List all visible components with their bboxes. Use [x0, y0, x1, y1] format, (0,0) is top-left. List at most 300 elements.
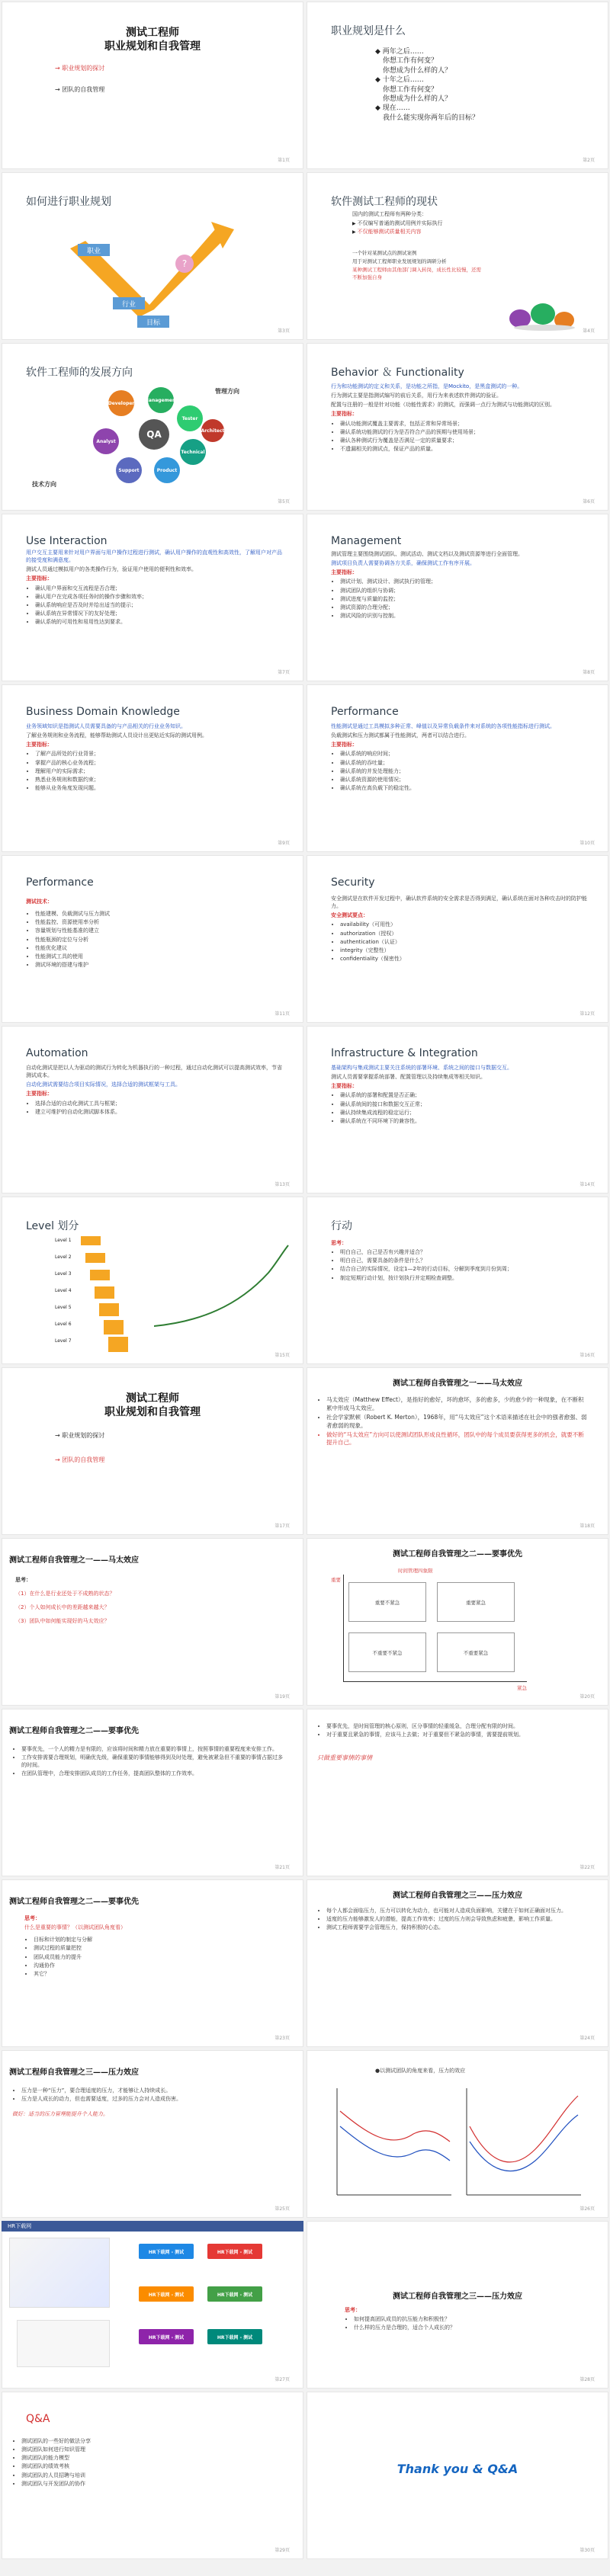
slide-number: 第25页 — [274, 2206, 290, 2212]
bullet-item: ▶ 不仅能够测试质量相关内容 — [352, 228, 589, 236]
bullet-item: • 确认系统在不同环境下的兼容性。 — [340, 1117, 589, 1125]
bullet-list — [317, 1396, 589, 1447]
bullet-item: • 测试团队的一些好的做法分享 — [21, 2437, 284, 2445]
slide-number: 第7页 — [278, 670, 290, 675]
slide-number: 第19页 — [274, 1694, 290, 1700]
level-bar — [81, 1236, 101, 1245]
slide-body — [317, 1907, 589, 1932]
slide-body — [317, 1722, 589, 1764]
slide-title: Performance — [26, 876, 94, 889]
slide-number: 第14页 — [580, 1182, 595, 1187]
slide-body — [352, 210, 589, 283]
agenda-item-2-label: 团队的自我管理 — [62, 1456, 105, 1463]
sub-heading: 什么是重要的事情？（以测试团队角度看） — [24, 1924, 126, 1931]
arrow-icon: → — [55, 1456, 60, 1463]
question-item: （2）个人如何成长中的差距越来越大？ — [15, 1604, 110, 1611]
slide-30 — [307, 2392, 608, 2559]
bullet-item: • 测试团队的组织与协调； — [340, 587, 589, 594]
slide-body — [345, 2306, 589, 2332]
level-label: Level 7 — [55, 1338, 72, 1344]
career-path-diagram — [63, 218, 246, 332]
bullet-item: • 明白自己，自己是否有兴趣并适合？ — [340, 1248, 589, 1256]
bullet-item: • 测试团队的人员招聘与培训 — [21, 2472, 284, 2479]
bullet-item: • integrity（完整性） — [340, 947, 589, 954]
bullet-item: • 选择合适的自动化测试工具与框架； — [35, 1100, 284, 1107]
slide-body — [317, 1396, 589, 1448]
bullet-list — [331, 1248, 589, 1282]
gear-technical: Technical — [180, 439, 206, 465]
bullet-list — [26, 750, 284, 792]
bullet-item: • 测试进度与质量的监控； — [340, 595, 589, 603]
qa-center: QA — [139, 419, 169, 450]
key-heading: 主要指标： — [331, 569, 358, 576]
slide-number: 第9页 — [278, 841, 290, 846]
people-illustration — [497, 287, 581, 332]
slide-26 — [307, 2050, 608, 2218]
slide-body — [12, 1745, 284, 1779]
level-label: Level 2 — [55, 1254, 72, 1260]
chart-title: 时间管理四象限 — [398, 1568, 433, 1574]
question-item: ◆ 两年之后…… — [375, 48, 424, 56]
bullet-item: • 确认系统资源的使用情况； — [340, 776, 589, 783]
slide-number: 第4页 — [583, 328, 595, 334]
quadrant-box: 重要不紧急 — [348, 1582, 426, 1622]
bullet-list — [317, 1907, 589, 1931]
quadrant-box: 重要紧急 — [437, 1582, 515, 1622]
bullet-item: • 要事优先，一个人的精力是有限的，应该将时间和精力放在重要的事情上，按照事情的重要程度来安排工作。 — [21, 1745, 284, 1753]
level-label: Level 5 — [55, 1305, 72, 1310]
bullet-list — [24, 1936, 284, 1978]
slide-4 — [307, 172, 608, 340]
bullet-item: • 确认系统的响应时间； — [340, 750, 589, 758]
gear-management: Management — [148, 387, 174, 413]
slide-5 — [2, 343, 303, 511]
slide-title-line2: 职业规划和自我管理 — [104, 1406, 201, 1418]
body-line: 行为测试主要是指测试编写的前后关系，用行为来表述软件测试的验证。 — [331, 392, 502, 399]
bullet-item: • 每个人都会面临压力，压力可以转化为动力，也可能对人造成负面影响，关键在于如何正确面对压力。 — [326, 1907, 589, 1914]
slide-title: 测试工程师自我管理之一——马太效应 — [9, 1556, 139, 1565]
bullet-item: • 压力是一种“压力”，要合理适度的压力，才能够让人持续成长。 — [21, 2087, 284, 2094]
slide-13 — [2, 1026, 303, 1193]
gear-analyst: Analyst — [93, 428, 119, 454]
bullet-list — [331, 1091, 589, 1125]
slide-12 — [307, 855, 608, 1023]
slide-title: Infrastructure & Integration — [331, 1047, 478, 1059]
body-line: 某种测试工程师由其他部门调入转岗，成长性比较慢，还需不断加强自身 — [352, 267, 481, 280]
bullet-item: • availability（可用性） — [340, 921, 589, 928]
bullet-item: • 沟通协作 — [34, 1962, 284, 1969]
bullet-list — [352, 219, 589, 235]
bullet-item: • 其它？ — [34, 1970, 284, 1978]
bullet-item: • 马太效应（Matthew Effect），是指好的愈好，坏的愈坏，多的愈多，少的愈少的一种现象，在不断积累中形成马太效应。 — [326, 1396, 589, 1413]
bullet-item: • 工作安排需要合理规划，明确优先级，确保重要的事情能够得到及时处理，避免被紧急但不重要的事情占据过多的时间。 — [21, 1754, 284, 1769]
bullet-list — [26, 1100, 284, 1116]
slide-body — [26, 1064, 284, 1117]
bullet-list — [12, 2437, 284, 2488]
slide-title-line2: 职业规划和自我管理 — [104, 40, 201, 53]
highlight-text: 只做重要事情的事情 — [317, 1754, 372, 1762]
slide-body — [331, 722, 589, 793]
slide-14 — [307, 1026, 608, 1193]
key-heading: 主要指标： — [26, 1091, 53, 1097]
slide-title-line1: 测试工程师 — [126, 27, 179, 39]
bullet-item: • 测试团队的绩效考核 — [21, 2462, 284, 2470]
body-line: 自动化测试需要结合项目实际情况，选择合适的测试框架与工具。 — [26, 1081, 181, 1088]
slide-11 — [2, 855, 303, 1023]
bullet-item: ▶ 不仅编写普通的测试用例并实际执行 — [352, 219, 589, 228]
slide-title: Automation — [26, 1047, 88, 1059]
gear-developer: Developer — [108, 390, 134, 416]
gear-support: Support — [116, 457, 142, 483]
bullet-item: • 压力是人成长的动力，但也需要适度，过多的压力会对人造成伤害。 — [21, 2095, 284, 2103]
bullet-list — [331, 921, 589, 963]
bullet-list — [317, 1722, 589, 1738]
slide-title: 测试工程师自我管理之三——压力效应 — [393, 1892, 522, 1900]
gear-tester: Tester — [177, 405, 203, 431]
bullet-item: • 性能瓶颈的定位与分析 — [35, 936, 284, 944]
body-line: 国内的测试工程师有两种分类： — [352, 211, 427, 217]
bullet-item: • 确认用户界面和交互流程是否合理； — [35, 585, 284, 592]
slide-25 — [2, 2050, 303, 2218]
slide-title: Behavior ＆ Functionality — [331, 367, 464, 379]
fan-item: HR下载网 - 测试 — [207, 2244, 262, 2259]
quadrant-chart — [343, 1575, 527, 1682]
slide-body — [26, 722, 284, 793]
slide-number: 第18页 — [580, 1523, 595, 1529]
slide-number: 第21页 — [274, 1865, 290, 1870]
slide-number: 第12页 — [580, 1011, 595, 1017]
level-label: Level 6 — [55, 1322, 72, 1327]
slide-title: 职业规划是什么 — [331, 25, 406, 37]
key-heading: 思考： — [331, 1240, 347, 1246]
question-item: 我什么能实现你两年后的目标？ — [383, 114, 480, 122]
slide-27 — [2, 2221, 303, 2389]
quadrant-box: 不重要不紧急 — [348, 1632, 426, 1672]
key-heading: 主要指标： — [26, 575, 53, 582]
slide-number: 第6页 — [583, 499, 595, 505]
fan-item: HR下载网 - 测试 — [139, 2329, 194, 2344]
slide-title: 软件工程师的发展方向 — [26, 367, 133, 379]
body-line: 用户交互主要用来针对用户界面与用户操作过程进行测试，确认用户操作的直观性和高效性，了解用户对产品的接受度和满意度。 — [26, 549, 282, 564]
axis-important: 重要 — [331, 1577, 341, 1583]
slide-title: 测试工程师自我管理之三——压力效应 — [9, 2068, 139, 2077]
body-line: 测试人员通过模拟用户的各类操作行为，验证用户使用的便利性和效率。 — [26, 566, 197, 573]
slide-body — [331, 383, 589, 453]
slide-number: 第15页 — [274, 1353, 290, 1358]
slide-number: 第5页 — [278, 499, 290, 505]
slide-title: 测试工程师自我管理之二——要事优先 — [9, 1727, 139, 1735]
bullet-item: • 确认系统间的接口和数据交互正常； — [340, 1101, 589, 1108]
slide-18 — [307, 1367, 608, 1535]
bullet-item: • 确认系统的并发处理能力； — [340, 767, 589, 775]
bullet-list — [12, 2087, 284, 2103]
key-heading: 思考： — [24, 1915, 40, 1921]
slide-3 — [2, 172, 303, 340]
bullet-item: • 掌握产品的核心业务流程； — [35, 759, 284, 767]
agenda-item-1 — [55, 1431, 104, 1440]
key-heading: 安全测试要点： — [331, 912, 368, 919]
slide-title-line1: 测试工程师 — [126, 1392, 179, 1405]
slide-number: 第3页 — [278, 328, 290, 334]
fan-item: HR下载网 - 测试 — [139, 2244, 194, 2259]
slide-number: 第20页 — [580, 1694, 595, 1700]
slide-1 — [2, 2, 303, 169]
slide-number: 第8页 — [583, 670, 595, 675]
slide-title: 测试工程师自我管理之三——压力效应 — [393, 2292, 522, 2301]
bullet-list — [26, 585, 284, 626]
slide-body — [26, 898, 284, 969]
slide-number: 第1页 — [278, 158, 290, 163]
bullet-item: • 适度的压力能够激发人的潜能，提高工作效率；过度的压力则会导致焦虑和疲惫，影响工作质量。 — [326, 1915, 589, 1923]
slide-7 — [2, 514, 303, 681]
path-arrow-right — [139, 229, 226, 317]
key-heading: 思考： — [345, 2307, 361, 2313]
agenda-item-2-label: 团队的自我管理 — [62, 86, 105, 93]
slide-number: 第27页 — [274, 2377, 290, 2382]
bullet-item: • 容量规划与性能基准的建立 — [35, 927, 284, 934]
slide-body — [331, 1239, 589, 1283]
question-item: （1）在什么是行业还处于不成熟的状态？ — [15, 1591, 115, 1597]
slide-number: 第17页 — [274, 1523, 290, 1529]
management-direction-label: 管理方向 — [215, 388, 239, 395]
bullet-list — [26, 910, 284, 969]
agenda-item-1-label: 职业规划的探讨 — [62, 1432, 105, 1439]
slide-2 — [307, 2, 608, 169]
slide-number: 第28页 — [580, 2377, 595, 2382]
bullet-item: • 测试团队与开发团队的协作 — [21, 2480, 284, 2488]
bullet-item: • 确认系统的可用性和易用性达到要求。 — [35, 618, 284, 626]
pressure-curves — [329, 2081, 589, 2203]
header-bar — [2, 2221, 303, 2232]
bullet-item: • 在团队管理中，合理安排团队成员的工作任务，提高团队整体的工作效率。 — [21, 1770, 284, 1777]
bullet-item: • 了解产品所处的行业背景； — [35, 750, 284, 758]
info-panel — [17, 2320, 110, 2367]
bullet-item: • 结合自己的实际情况，设定1—2年的行动目标，分解到季度到月份到周； — [340, 1265, 589, 1273]
bullet-item: • 确认用户在完成各项任务时的操作步骤和效率； — [35, 593, 284, 601]
bullet-item: • 确认功能测试覆盖主要需求，包括正常和异常场景； — [340, 420, 589, 428]
slide-number: 第22页 — [580, 1865, 595, 1870]
slide-title: 如何进行职业规划 — [26, 196, 111, 208]
slide-title: Business Domain Knowledge — [26, 706, 180, 718]
question-item: 你想成为什么样的人？ — [383, 95, 452, 104]
slide-title: 软件测试工程师的现状 — [331, 196, 438, 208]
slide-title: Security — [331, 876, 375, 889]
slide-16 — [307, 1197, 608, 1364]
slide-number: 第16页 — [580, 1353, 595, 1358]
body-line: 测试项目负责人需要协调各方关系，确保测试工作有序开展。 — [331, 560, 475, 567]
bullet-item: • 不遗漏相关的测试点，保证产品的质量。 — [340, 445, 589, 453]
level-bar — [90, 1270, 110, 1280]
bullet-item: • confidentiality（保密性） — [340, 955, 589, 963]
slide-number: 第24页 — [580, 2036, 595, 2041]
body-line: 了解业务规则和业务流程，能够帮助测试人员设计出更贴近实际的测试用例。 — [26, 732, 207, 739]
key-heading: 主要指标： — [331, 742, 358, 748]
slide-body — [26, 549, 284, 626]
arrow-icon: → — [55, 86, 60, 93]
fan-item: HR下载网 - 测试 — [139, 2286, 194, 2302]
highlight-text: 做好：适当的压力管理能提升个人能力。 — [12, 2111, 108, 2118]
thanks-text: Thank you & Q&A — [396, 2462, 518, 2476]
bullet-item: • 理解用户的实际需求； — [35, 767, 284, 775]
bullet-item: • 明白自己，需要具备的条件是什么？ — [340, 1257, 589, 1264]
slide-body — [24, 1914, 284, 1978]
slide-number: 第11页 — [274, 1011, 290, 1017]
bullet-item: • authorization（授权） — [340, 930, 589, 937]
slide-title: Management — [331, 535, 402, 547]
bullet-item: • 测试资源的合理分配； — [340, 604, 589, 611]
bullet-item: • 如何提高团队成员的抗压能力和积极性？ — [354, 2315, 589, 2323]
slide-title: 行动 — [331, 1220, 352, 1232]
body-line: 配置与注册的一般是针对功能（功能性需求）的测试，而强调一点行为测试与功能测试的区别。 — [331, 402, 555, 409]
question-item: 你想工作有何变？ — [383, 85, 438, 94]
bullet-item: • 确认系统在高负载下的稳定性。 — [340, 784, 589, 792]
bullet-list — [331, 750, 589, 792]
slide-title: Performance — [331, 706, 399, 718]
gear-architect: Architect — [201, 419, 224, 442]
bullet-item: • 能够从业务角度发现问题。 — [35, 784, 284, 792]
slide-body — [12, 2087, 284, 2119]
level-bar — [85, 1253, 105, 1263]
level-label: Level 4 — [55, 1288, 72, 1293]
goal-label: 目标 — [146, 319, 161, 327]
bullet-item: • 做好的“马太效应”方向可以使测试团队形成良性循环，团队中的每个成员要获得更多的机会，就要不断提升自己。 — [326, 1431, 589, 1448]
slide-body — [331, 895, 589, 963]
question-item: ◆ 十年之后…… — [375, 76, 424, 85]
bullet-item: • 测试环境的搭建与维护 — [35, 961, 284, 969]
mindmap-thumbnail — [9, 2238, 110, 2308]
key-heading: 思考： — [15, 1577, 31, 1583]
slide-title: 测试工程师自我管理之一——马太效应 — [393, 1379, 522, 1388]
body-line: 测试管理主要围绕测试团队、测试活动、测试文档以及测试资源等进行全面管理。 — [331, 551, 523, 557]
level-bar — [108, 1337, 128, 1352]
body-line: 业务领域知识是指测试人员需要具备的与产品相关的行业业务知识。 — [26, 723, 186, 729]
slide-title: ●以测试团队的角度来看，压力的效应 — [375, 2068, 466, 2074]
bullet-list — [345, 2315, 589, 2331]
bullet-item: • 测试计划、测试设计、测试执行的管理； — [340, 578, 589, 585]
industry-label: 行业 — [121, 301, 136, 309]
bullet-item: • 确认各种测试行为覆盖是否满足一定的质量要求； — [340, 437, 589, 444]
slide-29 — [2, 2392, 303, 2559]
fan-item: HR下载网 - 测试 — [207, 2329, 262, 2344]
question-list — [375, 47, 479, 123]
body-line: 性能测试是通过工具模拟多种正常、峰值以及异常负载条件来对系统的各项性能指标进行测试。 — [331, 723, 555, 729]
slide-21 — [2, 1709, 303, 1876]
slide-28 — [307, 2221, 608, 2389]
quadrant-box: 不重要紧急 — [437, 1632, 515, 1672]
diamond-icon: ◆ — [375, 48, 383, 56]
bullet-item: • 确认持续集成流程的稳定运行； — [340, 1109, 589, 1117]
key-heading: 测试技术： — [26, 899, 53, 905]
slide-title: Level 划分 — [26, 1220, 79, 1232]
bullet-item: • 制定短期行动计划，按计划执行并定期检查调整。 — [340, 1274, 589, 1282]
question-item: 你想工作有何变？ — [383, 57, 438, 66]
diamond-icon: ◆ — [375, 76, 383, 85]
agenda-item-2 — [55, 1456, 104, 1464]
bullet-list — [12, 1745, 284, 1778]
slide-body — [15, 1576, 284, 1627]
bullet-item: • 性能优化建议 — [35, 944, 284, 952]
body-line: 负载测试和压力测试都属于性能测试，两者可以结合进行。 — [331, 732, 470, 739]
level-bar — [99, 1303, 119, 1316]
bullet-item: • 团队成员能力的提升 — [34, 1953, 284, 1961]
body-line: 一个针对某测试点的测试案例 — [352, 249, 417, 256]
slide-title: 测试工程师自我管理之二——要事优先 — [9, 1898, 139, 1906]
slide-title: Use Interaction — [26, 535, 108, 547]
slide-15 — [2, 1197, 303, 1364]
level-bar — [95, 1286, 114, 1299]
body-line: 测试人员需要掌握系统部署、配置管理以及持续集成等相关知识。 — [331, 1074, 486, 1081]
slide-10 — [307, 684, 608, 852]
technical-direction-label: 技术方向 — [32, 481, 56, 488]
key-heading: 主要指标： — [331, 411, 358, 418]
bullet-item: • 目标和计划的制定与分解 — [34, 1936, 284, 1943]
axis-urgent: 紧急 — [517, 1685, 527, 1691]
bullet-item: • 性能建模、负载测试与压力测试 — [35, 910, 284, 918]
body-line: 安全测试是在软件开发过程中，确认软件系统的安全需求是否得到满足，确认系统在面对各种攻击时的防护能力。 — [331, 896, 587, 910]
key-heading: 主要指标： — [26, 742, 53, 748]
question-mark: ? — [181, 258, 188, 269]
bullet-item: • 对于重要且紧急的事情，应该马上去做；对于重要但不紧急的事情，需要提前规划。 — [326, 1731, 589, 1738]
agenda-item-1-label: 职业规划的探讨 — [62, 65, 105, 72]
level-label: Level 1 — [55, 1238, 72, 1243]
body-line: 用于对测试工程师职业发展规划的调研分析 — [352, 258, 447, 264]
slide-9 — [2, 684, 303, 852]
slide-number: 第23页 — [274, 2036, 290, 2041]
agenda-item-2 — [55, 85, 104, 94]
slide-20 — [307, 1538, 608, 1706]
growth-curve — [154, 1242, 291, 1334]
bullet-item: • 社会学家默顿（Robert K. Merton），1968年，用“马太效应”这个术语来描述在社会中的强者愈强、弱者愈弱的现象。 — [326, 1414, 589, 1431]
slide-number: 第30页 — [580, 2548, 595, 2553]
arrow-icon: → — [55, 1432, 60, 1439]
bullet-item: • 测试团队的能力模型 — [21, 2454, 284, 2462]
bullet-item: • 性能监控、资源使用率分析 — [35, 918, 284, 926]
slide-body — [331, 1064, 589, 1126]
bullet-item: • 确认系统的吞吐量； — [340, 759, 589, 767]
agenda-item-1 — [55, 64, 104, 72]
bullet-item: • 测试过程的质量把控 — [34, 1944, 284, 1952]
slide-6 — [307, 343, 608, 511]
career-label: 职业 — [86, 248, 101, 255]
slide-19 — [2, 1538, 303, 1706]
bullet-item: • 确认系统响应是否及时并给出适当的提示； — [35, 601, 284, 609]
bullet-item: • 要事优先，是时间管理的核心原则，区分事情的轻重缓急，合理分配有限的时间。 — [326, 1722, 589, 1730]
slide-23 — [2, 1879, 303, 2047]
bullet-item: • 确认系统的部署和配置是否正确； — [340, 1091, 589, 1099]
body-line: 基础架构与集成测试主要关注系统的部署环境、系统之间的接口与数据交互。 — [331, 1065, 512, 1071]
extra-notes — [352, 250, 589, 282]
bullet-item: • 测试团队如何进行知识管理 — [21, 2446, 284, 2453]
bullet-item: • 确认系统在异常情况下的友好处理； — [35, 610, 284, 617]
body-line: 行为和功能测试的定义和关系，是功能之所指，是Mockito，是黑盒测试的一种。 — [331, 383, 523, 389]
bullet-item: • 性能测试工具的使用 — [35, 953, 284, 960]
slide-8 — [307, 514, 608, 681]
body-line: 自动化测试是把以人为驱动的测试行为转化为机器执行的一种过程，通过自动化测试可以提高测试效率，节省测试成本。 — [26, 1065, 282, 1079]
slide-title: 测试工程师自我管理之二——要事优先 — [393, 1550, 522, 1559]
bullet-item: • 测试风险的识别与控制。 — [340, 612, 589, 620]
slide-number: 第10页 — [580, 841, 595, 846]
level-label: Level 3 — [55, 1271, 72, 1277]
slide-body — [331, 550, 589, 620]
question-item: 你想成为什么样的人？ — [383, 66, 452, 75]
question-item: （3）团队中如何能实现好的马太效应？ — [15, 1618, 110, 1625]
slide-number: 第2页 — [583, 158, 595, 163]
bullet-item: • 确认系统功能测试的行为是否符合产品的预期与使用场景； — [340, 428, 589, 436]
bullet-item: • 建立可维护的自动化测试脚本体系。 — [35, 1108, 284, 1116]
slide-number: 第29页 — [274, 2548, 290, 2553]
gear-product: Product — [154, 457, 180, 483]
slide-number: 第13页 — [274, 1182, 290, 1187]
